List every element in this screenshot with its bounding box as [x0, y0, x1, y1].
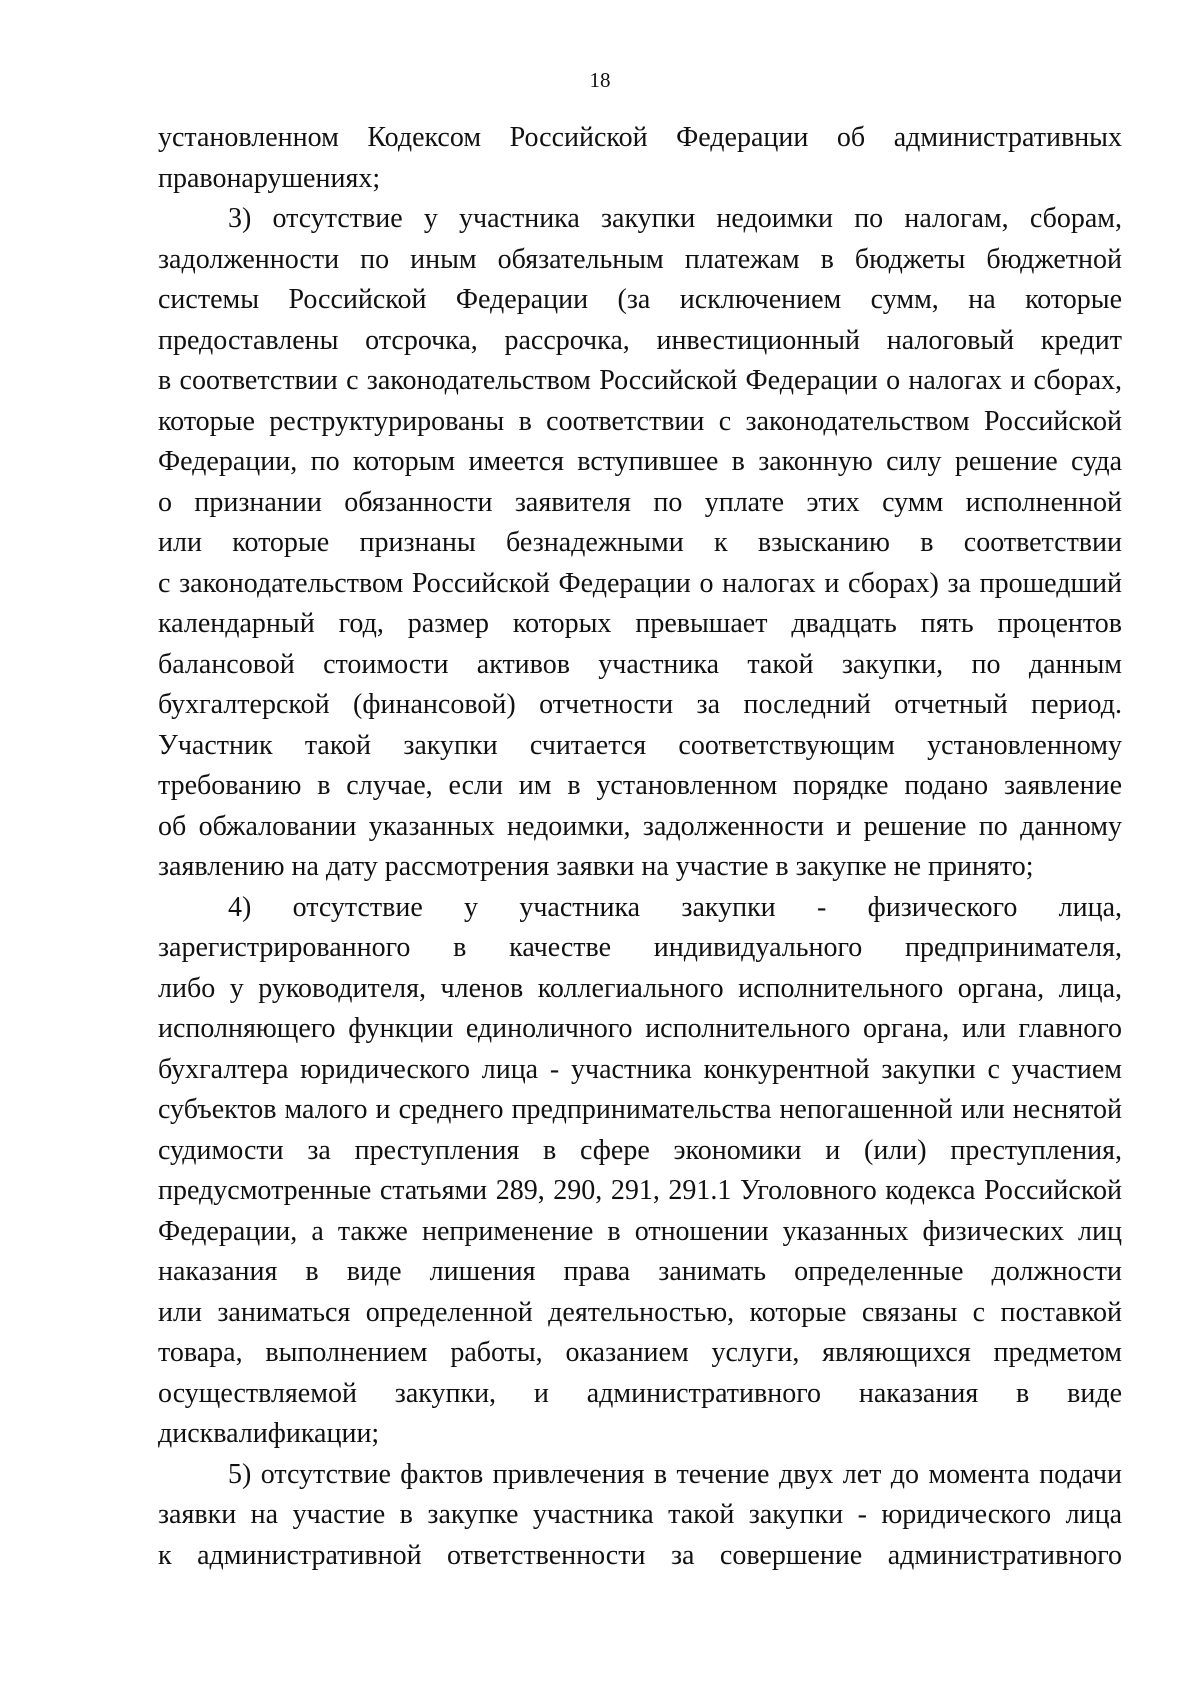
document-body	[158, 118, 1122, 1576]
text-line: зарегистрированного в качестве индивидуального предпринимателя,	[158, 932, 1122, 963]
text-line: или которые признаны безнадежными к взысканию в соответствии	[158, 527, 1122, 558]
text-line: судимости за преступления в сфере экономики и (или) преступления,	[158, 1134, 1122, 1166]
text-line: системы Российской Федерации (за исключением сумм, на которые	[158, 284, 1122, 315]
text-line: осуществляемой закупки, и административного наказания в виде	[158, 1377, 1122, 1409]
text-line: задолженности по иным обязательным платежам в бюджеты бюджетной	[158, 243, 1122, 275]
text-line: субъектов малого и среднего предпринимательства непогашенной или неснятой	[158, 1094, 1122, 1125]
text-line: к административной ответственности за совершение административного	[158, 1539, 1122, 1571]
text-line: предусмотренные статьями 289, 290, 291, 291.1 Уголовного кодекса Российской	[158, 1175, 1122, 1206]
text-line: или заниматься определенной деятельностью, которые связаны с поставкой	[158, 1296, 1122, 1328]
text-line: установленном Кодексом Российской Федерации об административных	[158, 122, 1122, 153]
text-line: либо у руководителя, членов коллегиального исполнительного органа, лица,	[158, 972, 1122, 1004]
text-line: которые реструктурированы в соответствии с законодательством Российской	[158, 405, 1122, 437]
text-line: 5) отсутствие фактов привлечения в течение двух лет до момента подачи	[228, 1458, 1122, 1490]
text-line: правонарушениях;	[158, 162, 381, 194]
text-line: заявки на участие в закупке участника такой закупки - юридического лица	[158, 1499, 1122, 1530]
text-line: Федерации, а также неприменение в отношении указанных физических лиц	[158, 1215, 1122, 1247]
text-line: заявлению на дату рассмотрения заявки на участие в закупке не принято;	[158, 851, 1034, 882]
text-line: требованию в случае, если им в установленном порядке подано заявление	[158, 770, 1122, 801]
text-line: бухгалтерской (финансовой) отчетности за последний отчетный период.	[158, 689, 1122, 720]
text-line: исполняющего функции единоличного исполнительного органа, или главного	[158, 1013, 1122, 1044]
text-line: Федерации, по которым имеется вступившее в законную силу решение суда	[158, 446, 1122, 477]
text-line: предоставлены отсрочка, рассрочка, инвестиционный налоговый кредит	[158, 324, 1122, 356]
text-line: товара, выполнением работы, оказанием услуги, являющихся предметом	[158, 1337, 1122, 1368]
text-line: балансовой стоимости активов участника такой закупки, по данным	[158, 648, 1122, 680]
text-line: календарный год, размер которых превышает двадцать пять процентов	[158, 608, 1122, 639]
text-line: 3) отсутствие у участника закупки недоимки по налогам, сборам,	[228, 203, 1122, 234]
text-line: с законодательством Российской Федерации о налогах и сборах) за прошедший	[158, 567, 1122, 599]
text-line: о признании обязанности заявителя по уплате этих сумм исполненной	[158, 486, 1122, 518]
text-line: об обжаловании указанных недоимки, задолженности и решение по данному	[158, 810, 1122, 842]
text-line: в соответствии с законодательством Российской Федерации о налогах и сборах,	[158, 365, 1122, 396]
text-line: наказания в виде лишения права занимать определенные должности	[158, 1256, 1122, 1287]
text-line: Участник такой закупки считается соответствующим установленному	[158, 729, 1122, 761]
page-number: 18	[589, 68, 611, 92]
text-line: дисквалификации;	[158, 1418, 380, 1449]
text-line: 4) отсутствие у участника закупки - физического лица,	[228, 891, 1122, 923]
text-line: бухгалтера юридического лица - участника конкурентной закупки с участием	[158, 1053, 1122, 1085]
